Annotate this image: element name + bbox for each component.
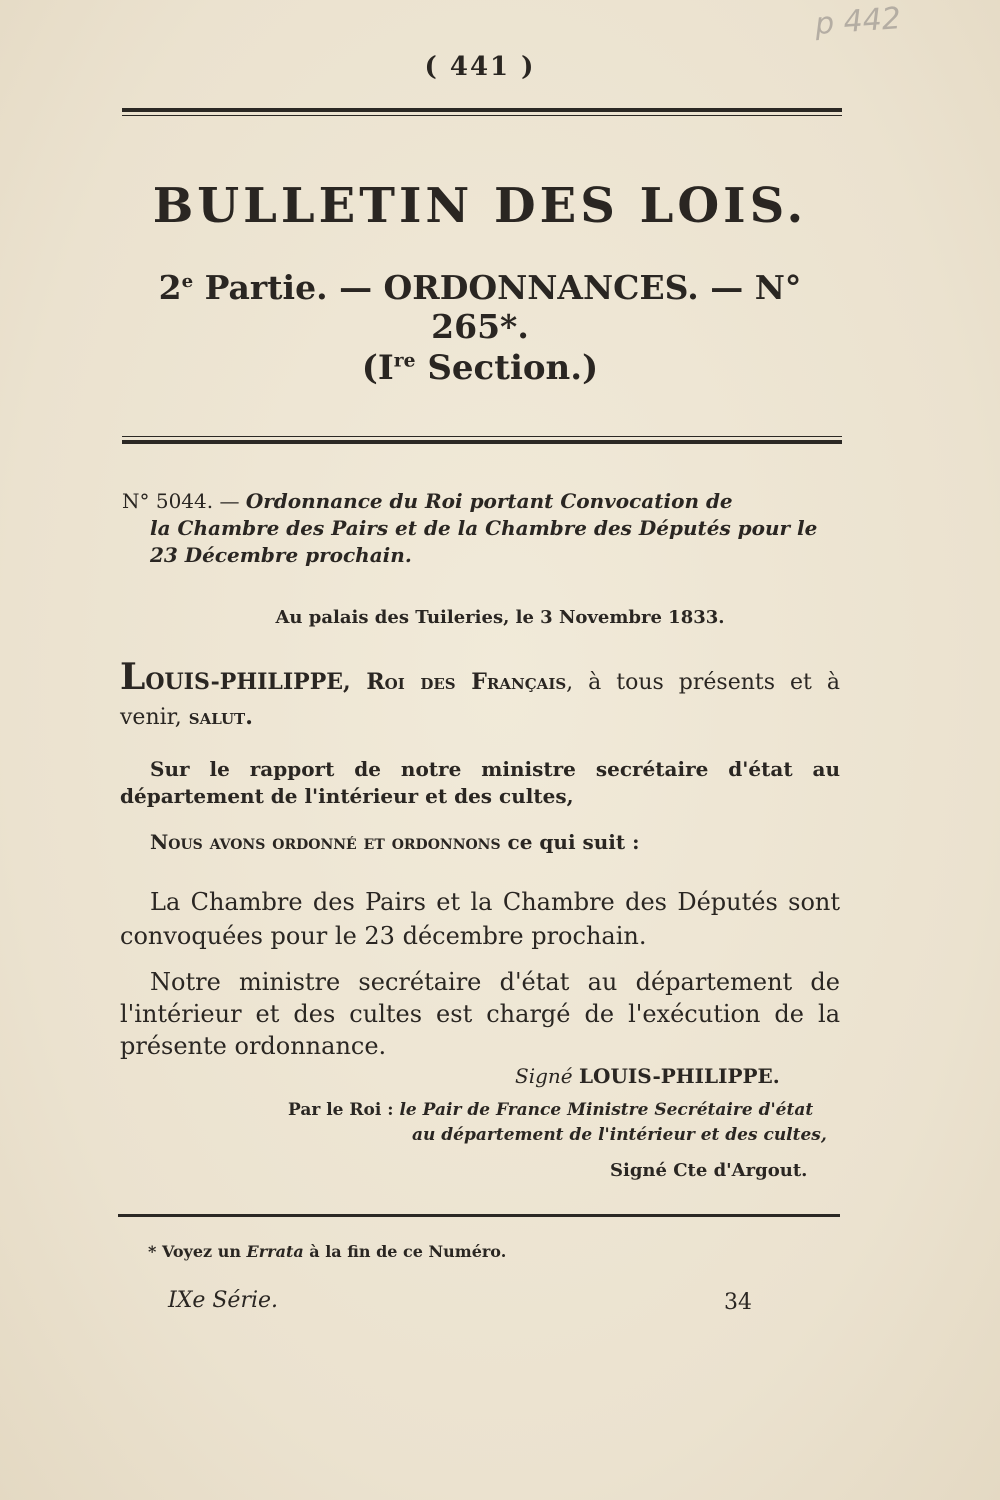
preamble-salut: salut.	[188, 704, 253, 730]
page-number: ( 441 )	[424, 52, 536, 82]
preamble	[120, 656, 840, 735]
paragraph-rapport: Sur le rapport de notre ministre secrétaire d'état au département de l'intérieur et des cultes,	[120, 757, 840, 808]
header-rule-top	[122, 108, 842, 116]
preamble-king-name: OUIS-PHILIPPE,	[145, 669, 367, 695]
ordinance-title-line1: Ordonnance du Roi portant Convocation de	[245, 489, 733, 513]
preamble-king-title: Roi des Français	[366, 669, 567, 695]
date-line: Au palais des Tuileries, le 3 Novembre 1833.	[275, 607, 725, 628]
part-subtitle-rest: Partie. — ORDONNANCES. — N° 265*.	[193, 268, 802, 346]
ordonne-formula: Nous avons ordonné et ordonnons	[150, 830, 501, 854]
section-rest: Section.)	[415, 348, 599, 388]
preamble-rest: , à tous présents et à venir,	[120, 670, 840, 730]
paragraph-ordonne	[120, 828, 840, 856]
ordinance-number: N° 5044. —	[122, 489, 246, 513]
preamble-initial: L	[120, 656, 146, 698]
part-number-suffix: e	[181, 271, 194, 292]
section-open: (I	[361, 348, 394, 388]
footnote-post: à la fin de ce Numéro.	[303, 1242, 507, 1261]
section-heading	[0, 348, 960, 388]
ordinance-title-line3: 23 Décembre prochain.	[150, 543, 412, 567]
countersignature	[288, 1098, 848, 1148]
header-rule-bottom	[122, 436, 842, 444]
part-number: 2	[158, 268, 182, 307]
article-2: Notre ministre secrétaire d'état au département de l'intérieur et des cultes est chargé de l'exécution de la présente ordonnance.	[120, 968, 840, 1060]
article-1: La Chambre des Pairs et la Chambre des Députés sont convoquées pour le 23 décembre prochain.	[120, 888, 840, 950]
part-subtitle	[120, 268, 840, 346]
minister-title-line2: au département de l'intérieur et des cultes,	[412, 1125, 827, 1145]
footer-rule	[118, 1214, 840, 1217]
bulletin-title: BULLETIN DES LOIS.	[152, 178, 808, 234]
minister-title-line1: le Pair de France Ministre Secrétaire d'état	[399, 1100, 814, 1120]
series-label: IXe Série.	[168, 1288, 279, 1313]
footnote	[148, 1242, 506, 1261]
footnote-errata: Errata	[246, 1242, 304, 1261]
ordinance-title-line2: la Chambre des Pairs et de la Chambre des Députés pour le	[150, 516, 818, 540]
minister-signature: Signé Cte d'Argout.	[610, 1160, 808, 1181]
signature-mark: 34	[724, 1290, 752, 1315]
pencil-annotation: p 442	[813, 1, 902, 42]
signe-word: Signé	[515, 1064, 579, 1088]
ordonne-rest: ce qui suit :	[500, 830, 640, 854]
par-le-roi: Par le Roi :	[288, 1100, 400, 1120]
king-signature	[515, 1064, 780, 1088]
king-name: LOUIS-PHILIPPE.	[578, 1064, 780, 1088]
ordinance-heading	[122, 488, 842, 569]
section-suffix: re	[393, 349, 416, 372]
footnote-pre: * Voyez un	[148, 1242, 247, 1261]
